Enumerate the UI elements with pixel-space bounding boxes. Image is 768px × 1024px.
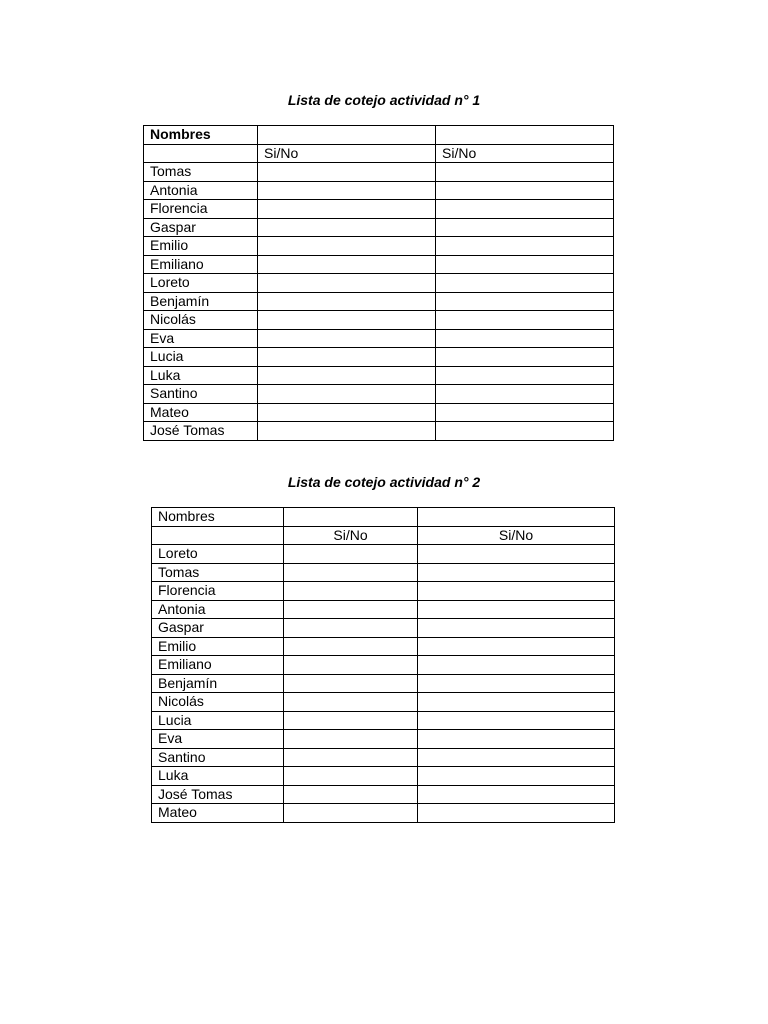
check-cell[interactable] [258, 422, 436, 441]
student-name-cell: Eva [144, 329, 258, 348]
student-name-cell: Lucia [144, 348, 258, 367]
student-name-cell: Santino [144, 385, 258, 404]
check-cell[interactable] [436, 274, 614, 293]
student-name-cell: Loreto [152, 545, 284, 564]
table-row [152, 748, 615, 767]
checklist-table-2-body [152, 508, 615, 823]
si-no-header-cell: Si/No [284, 526, 418, 545]
table-row [152, 637, 615, 656]
check-cell[interactable] [284, 711, 418, 730]
student-name-cell: José Tomas [152, 785, 284, 804]
check-cell[interactable] [258, 163, 436, 182]
student-name-cell: Luka [152, 767, 284, 786]
student-name-cell: Florencia [144, 200, 258, 219]
table-row [144, 348, 614, 367]
check-cell[interactable] [258, 403, 436, 422]
check-cell[interactable] [436, 255, 614, 274]
check-cell[interactable] [258, 366, 436, 385]
student-name-cell: Nicolás [144, 311, 258, 330]
table-row [152, 563, 615, 582]
empty-header-cell [436, 126, 614, 145]
empty-subheader-cell [152, 526, 284, 545]
names-header-cell: Nombres [152, 508, 284, 527]
check-cell[interactable] [436, 329, 614, 348]
check-cell[interactable] [418, 637, 615, 656]
empty-header-cell [284, 508, 418, 527]
table-header-row [152, 508, 615, 527]
student-name-cell: Benjamín [144, 292, 258, 311]
table-row [144, 274, 614, 293]
empty-header-cell [418, 508, 615, 527]
table-row [144, 255, 614, 274]
student-name-cell: Antonia [144, 181, 258, 200]
check-cell[interactable] [258, 181, 436, 200]
table-row [152, 730, 615, 749]
student-name-cell: Lucia [152, 711, 284, 730]
check-cell[interactable] [436, 348, 614, 367]
check-cell[interactable] [418, 582, 615, 601]
check-cell[interactable] [284, 693, 418, 712]
check-cell[interactable] [418, 711, 615, 730]
check-cell[interactable] [436, 403, 614, 422]
check-cell[interactable] [284, 785, 418, 804]
checklist-table-1 [143, 125, 614, 441]
checklist-table-2 [151, 507, 615, 823]
table-row [152, 711, 615, 730]
check-cell[interactable] [258, 255, 436, 274]
check-cell[interactable] [436, 181, 614, 200]
check-cell[interactable] [418, 804, 615, 823]
check-cell[interactable] [418, 563, 615, 582]
check-cell[interactable] [418, 656, 615, 675]
table-row [152, 804, 615, 823]
table-row [144, 163, 614, 182]
student-name-cell: Nicolás [152, 693, 284, 712]
table-subheader-row [152, 526, 615, 545]
student-name-cell: Antonia [152, 600, 284, 619]
table-row [144, 218, 614, 237]
student-name-cell: Tomas [144, 163, 258, 182]
empty-header-cell [258, 126, 436, 145]
check-cell[interactable] [436, 385, 614, 404]
student-name-cell: Santino [152, 748, 284, 767]
table-row [152, 600, 615, 619]
check-cell[interactable] [258, 274, 436, 293]
table-row [152, 767, 615, 786]
table-subheader-row [144, 144, 614, 163]
checklist-table-1-body [144, 126, 614, 441]
check-cell[interactable] [418, 785, 615, 804]
check-cell[interactable] [258, 237, 436, 256]
student-name-cell: Emiliano [152, 656, 284, 675]
check-cell[interactable] [258, 292, 436, 311]
check-cell[interactable] [436, 292, 614, 311]
check-cell[interactable] [284, 767, 418, 786]
check-cell[interactable] [436, 200, 614, 219]
check-cell[interactable] [436, 311, 614, 330]
table-row [152, 545, 615, 564]
student-name-cell: Tomas [152, 563, 284, 582]
check-cell[interactable] [418, 730, 615, 749]
check-cell[interactable] [284, 748, 418, 767]
check-cell[interactable] [284, 563, 418, 582]
table-row [152, 656, 615, 675]
check-cell[interactable] [284, 600, 418, 619]
check-cell[interactable] [418, 674, 615, 693]
check-cell[interactable] [258, 218, 436, 237]
checklist-title-1: Lista de cotejo actividad n° 1 [287, 92, 481, 108]
check-cell[interactable] [284, 674, 418, 693]
check-cell[interactable] [418, 619, 615, 638]
table-row [152, 785, 615, 804]
table-row [152, 674, 615, 693]
check-cell[interactable] [284, 637, 418, 656]
student-name-cell: Emilio [144, 237, 258, 256]
student-name-cell: Loreto [144, 274, 258, 293]
table-row [144, 200, 614, 219]
table-row [144, 181, 614, 200]
si-no-header-cell: Si/No [418, 526, 615, 545]
empty-subheader-cell [144, 144, 258, 163]
check-cell[interactable] [418, 767, 615, 786]
student-name-cell: Gaspar [152, 619, 284, 638]
check-cell[interactable] [284, 545, 418, 564]
table-row [152, 582, 615, 601]
check-cell[interactable] [418, 600, 615, 619]
table-row [144, 385, 614, 404]
si-no-header-cell: Si/No [436, 144, 614, 163]
student-name-cell: José Tomas [144, 422, 258, 441]
table-row [144, 311, 614, 330]
table-row [152, 619, 615, 638]
student-name-cell: Emilio [152, 637, 284, 656]
table-row [152, 693, 615, 712]
check-cell[interactable] [284, 582, 418, 601]
check-cell[interactable] [284, 619, 418, 638]
table-row [144, 329, 614, 348]
names-header-cell: Nombres [144, 126, 258, 145]
table-row [144, 237, 614, 256]
si-no-header-cell: Si/No [258, 144, 436, 163]
table-row [144, 292, 614, 311]
table-row [144, 422, 614, 441]
check-cell[interactable] [284, 804, 418, 823]
check-cell[interactable] [284, 656, 418, 675]
check-cell[interactable] [258, 385, 436, 404]
check-cell[interactable] [258, 311, 436, 330]
student-name-cell: Eva [152, 730, 284, 749]
check-cell[interactable] [436, 366, 614, 385]
check-cell[interactable] [418, 545, 615, 564]
check-cell[interactable] [436, 422, 614, 441]
check-cell[interactable] [258, 200, 436, 219]
check-cell[interactable] [436, 237, 614, 256]
check-cell[interactable] [418, 748, 615, 767]
student-name-cell: Mateo [152, 804, 284, 823]
check-cell[interactable] [436, 163, 614, 182]
table-row [144, 366, 614, 385]
student-name-cell: Gaspar [144, 218, 258, 237]
checklist-title-2: Lista de cotejo actividad n° 2 [287, 474, 481, 490]
student-name-cell: Mateo [144, 403, 258, 422]
table-row [144, 403, 614, 422]
check-cell[interactable] [436, 218, 614, 237]
check-cell[interactable] [284, 730, 418, 749]
student-name-cell: Luka [144, 366, 258, 385]
student-name-cell: Florencia [152, 582, 284, 601]
check-cell[interactable] [258, 329, 436, 348]
check-cell[interactable] [418, 693, 615, 712]
table-header-row [144, 126, 614, 145]
student-name-cell: Emiliano [144, 255, 258, 274]
student-name-cell: Benjamín [152, 674, 284, 693]
check-cell[interactable] [258, 348, 436, 367]
